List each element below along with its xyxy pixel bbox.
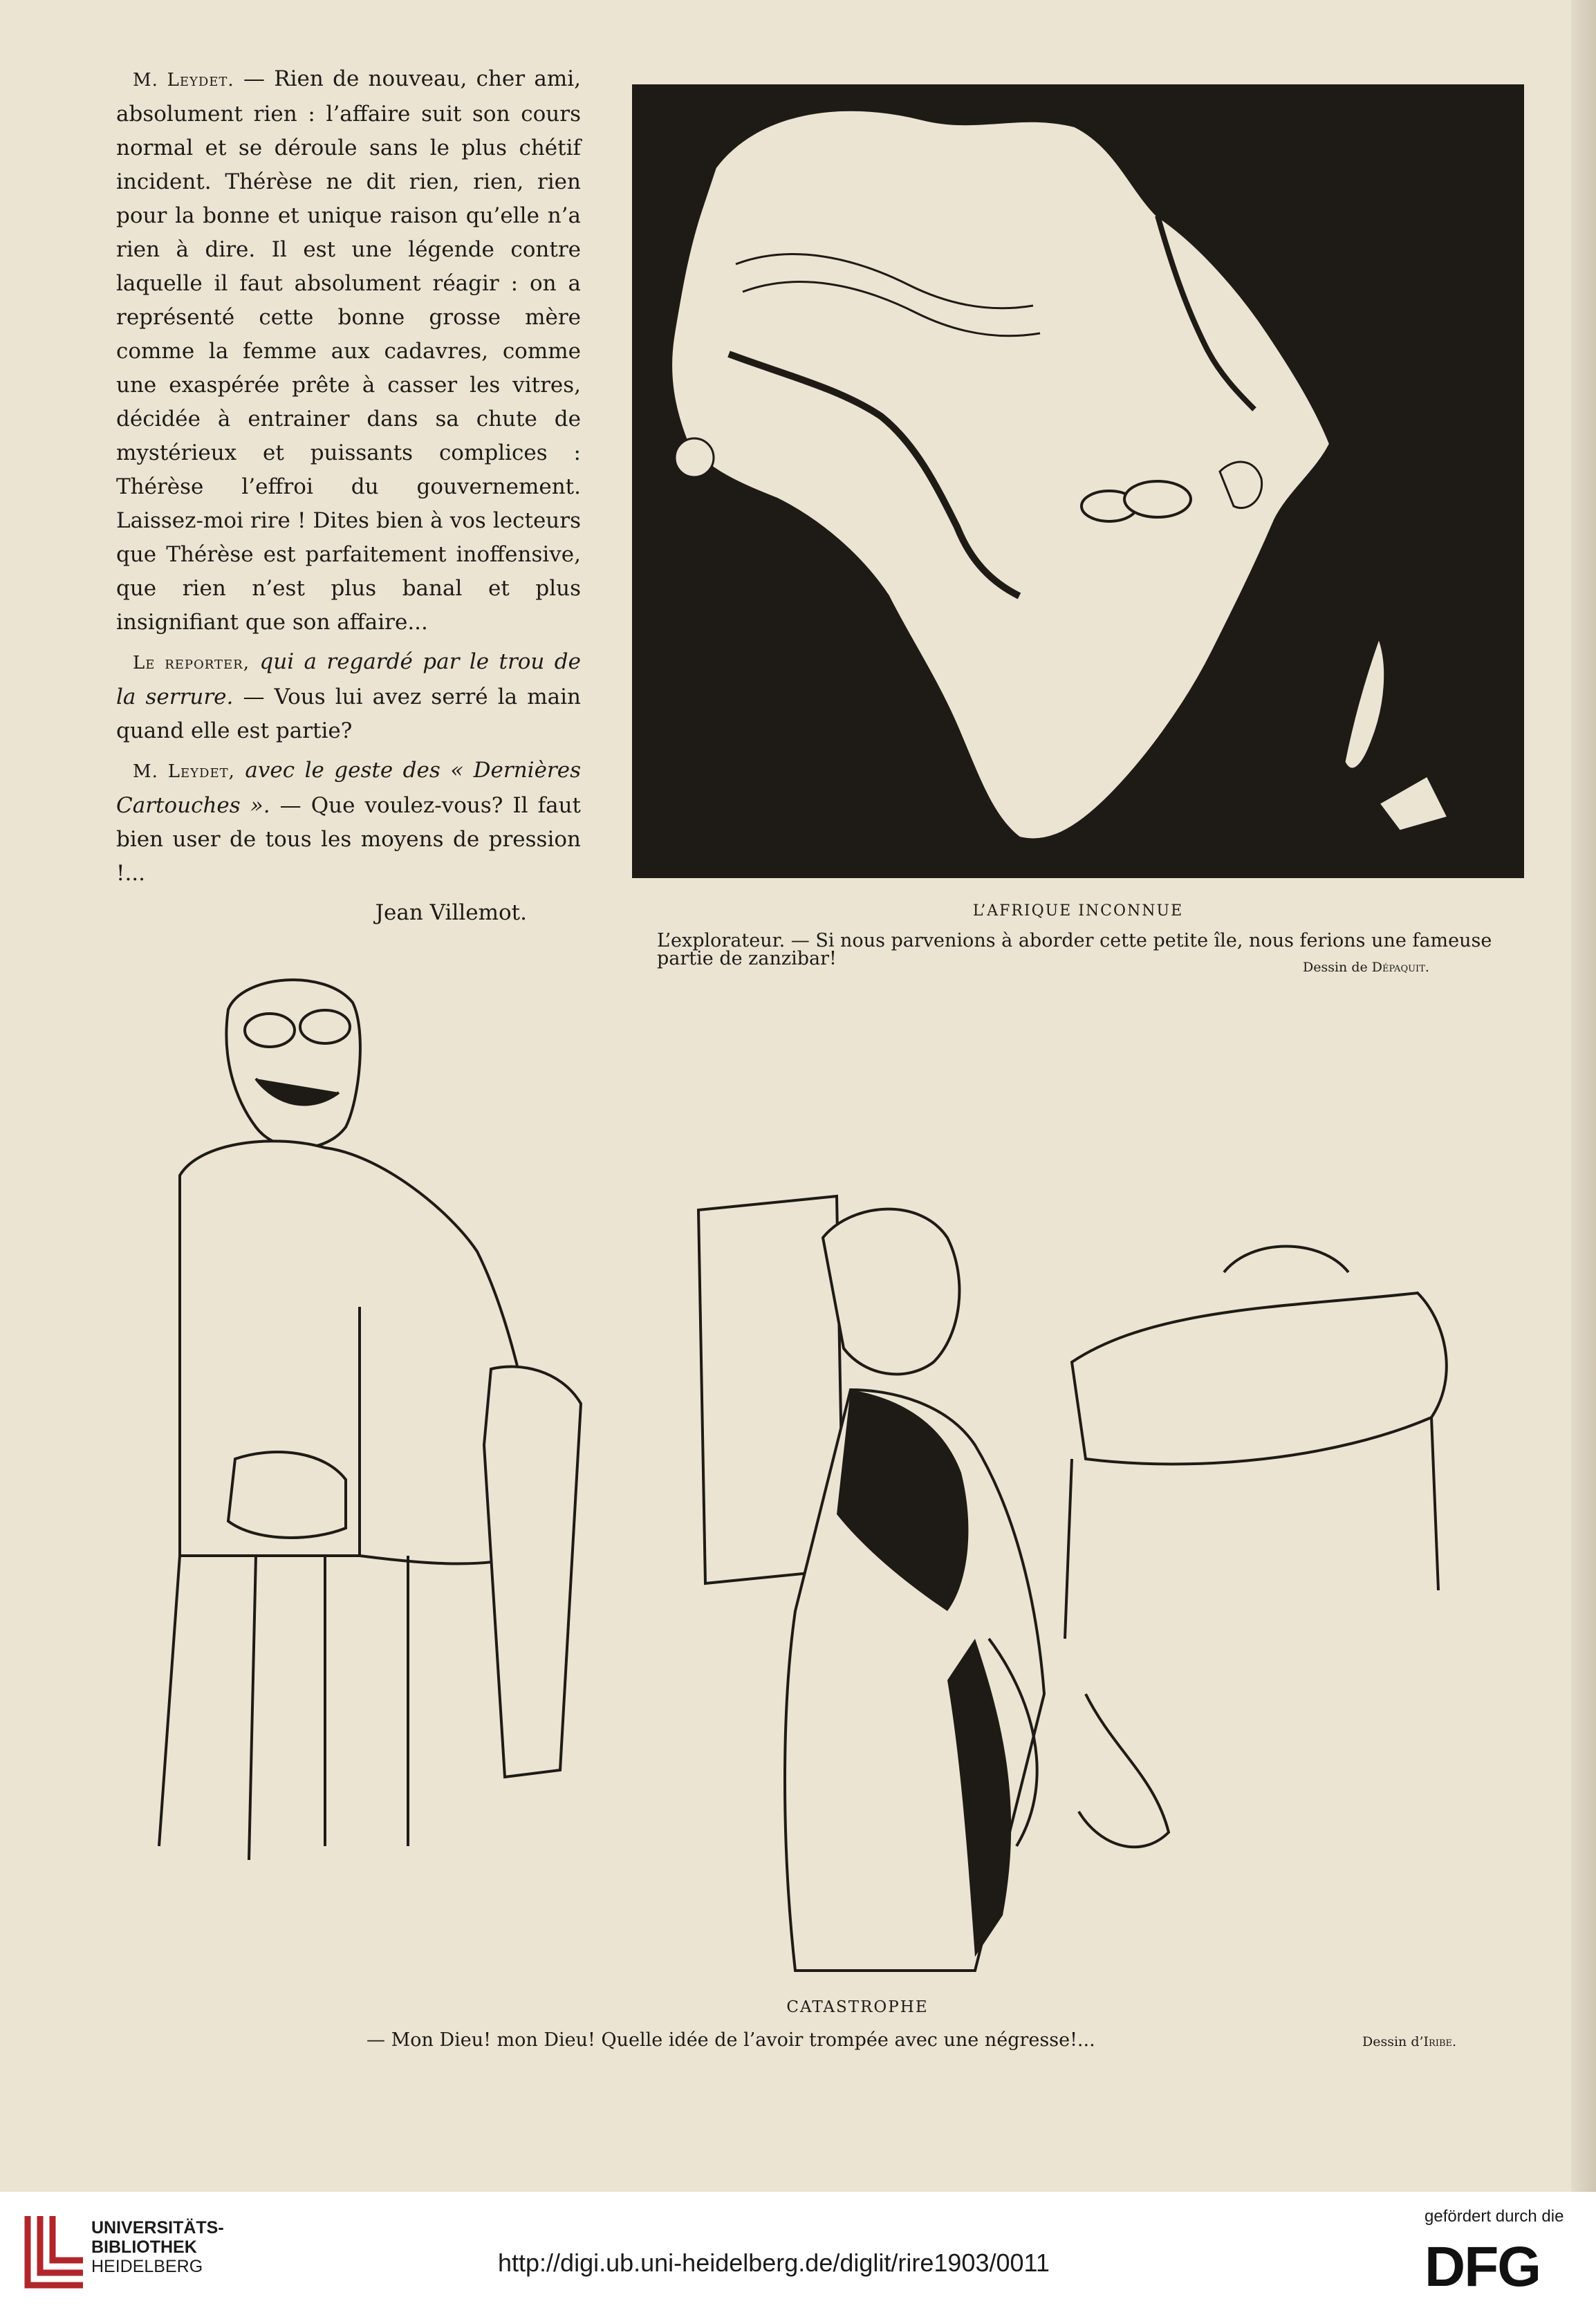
map-caption: L’explorateur. — Si nous parvenions à aborder cette petite île, nous ferions une fameuse partie de zanzibar! [657,930,1492,969]
stage-direction: qui a regardé par le trou de la serrure. [116,649,581,709]
paragraph-body: — Rien de nouveau, cher ami, absolument rien : l’affaire suit son cours normal et se déroule sans le plus chétif incident. Thérèse ne dit rien, rien, rien pour la bonne et unique raison qu’elle n’a rien à dire. Il est une légende contre laquelle il faut absolument réagir : on a représenté cette bonne grosse mère comme la femme aux cadavres, comme une exaspérée prête à casser les vitres, décidée à entrainer dans sa chute de mystérieux et puissants complices : Thérèse l’effroi du gouvernement. Laissez-moi rire ! Dites bien à vos lecteurs que Thérèse est parfaitement inoffensive, que rien n’est plus banal et plus insignifiant que son affaire... [116,66,582,635]
scene-title: CATASTROPHE [786,1998,929,2016]
speaker-reporter: Le reporter, [133,653,250,673]
catastrophe-illustration [118,947,1521,1998]
scene-credit [1362,2034,1456,2049]
paragraph-body: — Vous lui avez serré la main quand elle est partie? [116,685,581,743]
university-library-name [91,2218,224,2276]
stage-direction: avec le geste des « Dernières Cartouches ». [116,758,581,818]
credit-artist: Iribe. [1423,2034,1457,2049]
scene-caption: — Mon Dieu! mon Dieu! Quelle idée de l’avoir trompée avec une négresse!... [366,2029,1095,2051]
funding-label: gefördert durch die [1425,2207,1564,2226]
dfg-logo[interactable]: DFG [1425,2235,1541,2298]
permalink-url[interactable]: http://digi.ub.uni-heidelberg.de/diglit/rire1903/0011 [498,2249,1050,2277]
article-text [116,62,581,930]
library-line: HEIDELBERG [91,2257,203,2276]
credit-artist: Dépaquit. [1371,960,1429,975]
credit-prefix: Dessin d’ [1362,2034,1424,2049]
africa-map-illustration [632,84,1524,878]
speaker-leydet: M. Leydet. [133,70,234,91]
paragraph-reporter [116,645,581,748]
library-line: BIBLIOTHEK [91,2237,197,2257]
speaker-leydet: M. Leydet, [133,761,235,782]
author-signature: Jean Villemot. [375,900,527,925]
paragraph-leydet-1 [116,62,581,640]
map-title: L’AFRIQUE INCONNUE [972,902,1184,920]
paragraph-leydet-2 [116,754,581,891]
library-line: UNIVERSITÄTS- [91,2218,224,2237]
credit-prefix: Dessin de [1303,960,1372,975]
paragraph-body: — Que voulez-vous? Il faut bien user de tous les moyens de pression !... [116,793,582,886]
university-library-logo[interactable] [21,2209,90,2292]
